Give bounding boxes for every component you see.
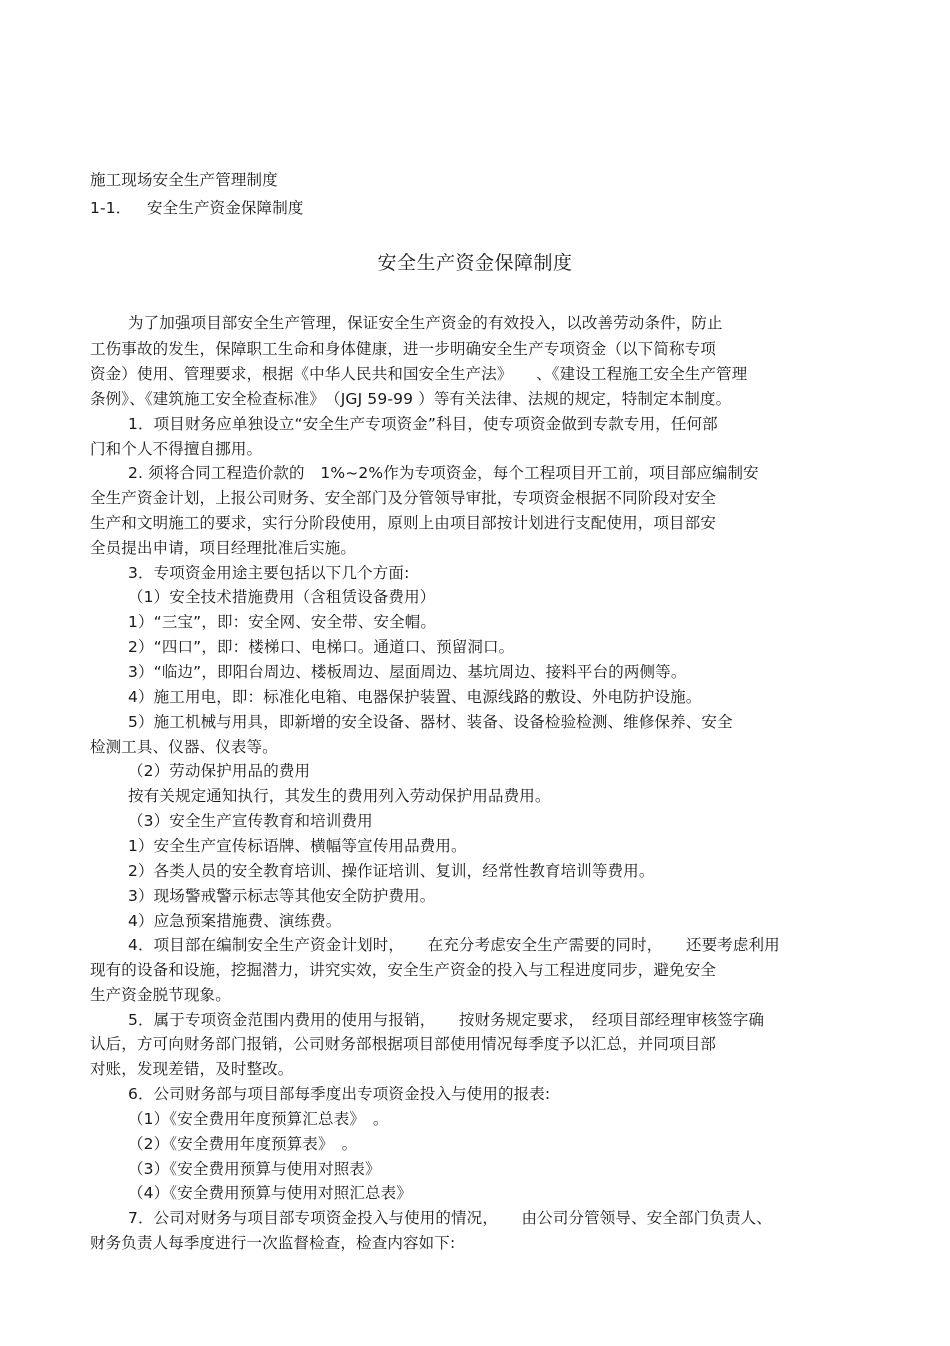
item6-report-1: （1）《安全费用年度预算汇总表》 。 xyxy=(128,1110,389,1128)
item4-line-2: 现有的设备和设施，挖掘潜力，讲究实效，安全生产资金的投入与工程进度同步，避免安全 xyxy=(90,961,717,979)
item3-sub1-point5: 5）施工机械与用具，即新增的安全设备、器材、装备、设备检验检测、维修保养、安全 xyxy=(128,713,733,731)
item2-line-2: 全生产资金计划，上报公司财务、安全部门及分管领导审批，专项资金根据不同阶段对安全 xyxy=(90,489,717,507)
item2-line-4: 全员提出申请，项目经理批准后实施。 xyxy=(90,539,357,557)
item6-report-4: （4）《安全费用预算与使用对照汇总表》 xyxy=(128,1184,412,1202)
item2-line-3: 生产和文明施工的要求，实行分阶段使用，原则上由项目部按计划进行支配使用，项目部安 xyxy=(90,514,717,532)
item3-sub2-heading: （2）劳动保护用品的费用 xyxy=(128,762,311,780)
item6-report-2: （2）《安全费用年度预算表》 。 xyxy=(128,1135,358,1153)
item3-sub1-heading: （1）安全技术措施费用（含租赁设备费用） xyxy=(128,588,436,606)
document-title: 安全生产资金保障制度 xyxy=(377,252,573,274)
intro-line-1: 为了加强项目部安全生产管理，保证安全生产资金的有效投入，以改善劳动条件，防止 xyxy=(128,314,723,332)
item3-sub1-point1: 1）“三宝”，即：安全网、安全带、安全帽。 xyxy=(128,613,437,631)
item5-line-3: 对账，发现差错，及时整改。 xyxy=(90,1060,294,1078)
item6-report-3: （3）《安全费用预算与使用对照表》 xyxy=(128,1160,381,1178)
intro-line-4: 条例》、《建筑施工安全检查标准》 （JGJ 59-99 ）等有关法律、法规的规定，特制定本制度。 xyxy=(90,390,732,408)
item1-line-1: 1．项目财务应单独设立“安全生产专项资金”科目，使专项资金做到专款专用，任何部 xyxy=(128,415,718,433)
item5-line-1: 5．属于专项资金范围内费用的使用与报销， 按财务规定要求， 经项目部经理审核签字确 xyxy=(128,1011,765,1029)
item7-line-2: 财务负责人每季度进行一次监督检查，检查内容如下: xyxy=(90,1234,456,1252)
item1-line-2: 门和个人不得擅自挪用。 xyxy=(90,440,263,458)
item3-sub3-point1: 1）安全生产宣传标语牌、横幅等宣传用品费用。 xyxy=(128,837,467,855)
item3-sub1-point4: 4）施工用电，即：标准化电箱、电器保护装置、电源线路的敷设、外电防护设施。 xyxy=(128,688,702,706)
item3-sub3-point4: 4）应急预案措施费、演练费。 xyxy=(128,912,342,930)
doc-category-heading: 施工现场安全生产管理制度 xyxy=(90,171,278,189)
section-number: 1-1． xyxy=(90,199,132,217)
item3-sub2-text: 按有关规定通知执行，其发生的费用列入劳动保护用品费用。 xyxy=(128,787,551,805)
intro-line-3: 资金）使用、管理要求，根据《中华人民共和国安全生产法》 、《建设工程施工安全生产管理 xyxy=(90,365,748,383)
item3-sub3-heading: （3）安全生产宣传教育和培训费用 xyxy=(128,812,373,830)
item3-sub1-point5-cont: 检测工具、仪器、仪表等。 xyxy=(90,738,278,756)
item2-line-1: 2. 须将合同工程造价款的 1%~2%作为专项资金，每个工程项目开工前，项目部应编制安 xyxy=(128,464,759,482)
item6-heading: 6．公司财务部与项目部每季度出专项资金投入与使用的报表: xyxy=(128,1085,551,1103)
item3-sub1-point3: 3）“临边”，即阳台周边、楼板周边、屋面周边、基坑周边、接料平台的两侧等。 xyxy=(128,663,687,681)
item5-line-2: 认后，方可向财务部门报销，公司财务部根据项目部使用情况每季度予以汇总，并同项目部 xyxy=(90,1035,717,1053)
item3-sub3-point2: 2）各类人员的安全教育培训、操作证培训、复训，经常性教育培训等费用。 xyxy=(128,862,655,880)
item4-line-3: 生产资金脱节现象。 xyxy=(90,986,231,1004)
item3-heading: 3．专项资金用途主要包括以下几个方面: xyxy=(128,564,410,582)
item4-line-1: 4．项目部在编制安全生产资金计划时， 在充分考虑安全生产需要的同时， 还要考虑利用 xyxy=(128,936,780,954)
section-title: 安全生产资金保障制度 xyxy=(147,199,304,217)
item3-sub3-point3: 3）现场警戒警示标志等其他安全防护费用。 xyxy=(128,887,436,905)
item3-sub1-point2: 2）“四口”，即：楼梯口、电梯口。通道口、预留洞口。 xyxy=(128,638,515,656)
item7-line-1: 7．公司对财务与项目部专项资金投入与使用的情况， 由公司分管领导、安全部门负责人、 xyxy=(128,1209,772,1227)
intro-line-2: 工伤事故的发生，保障职工生命和身体健康，进一步明确安全生产专项资金（以下简称专项 xyxy=(90,340,717,358)
